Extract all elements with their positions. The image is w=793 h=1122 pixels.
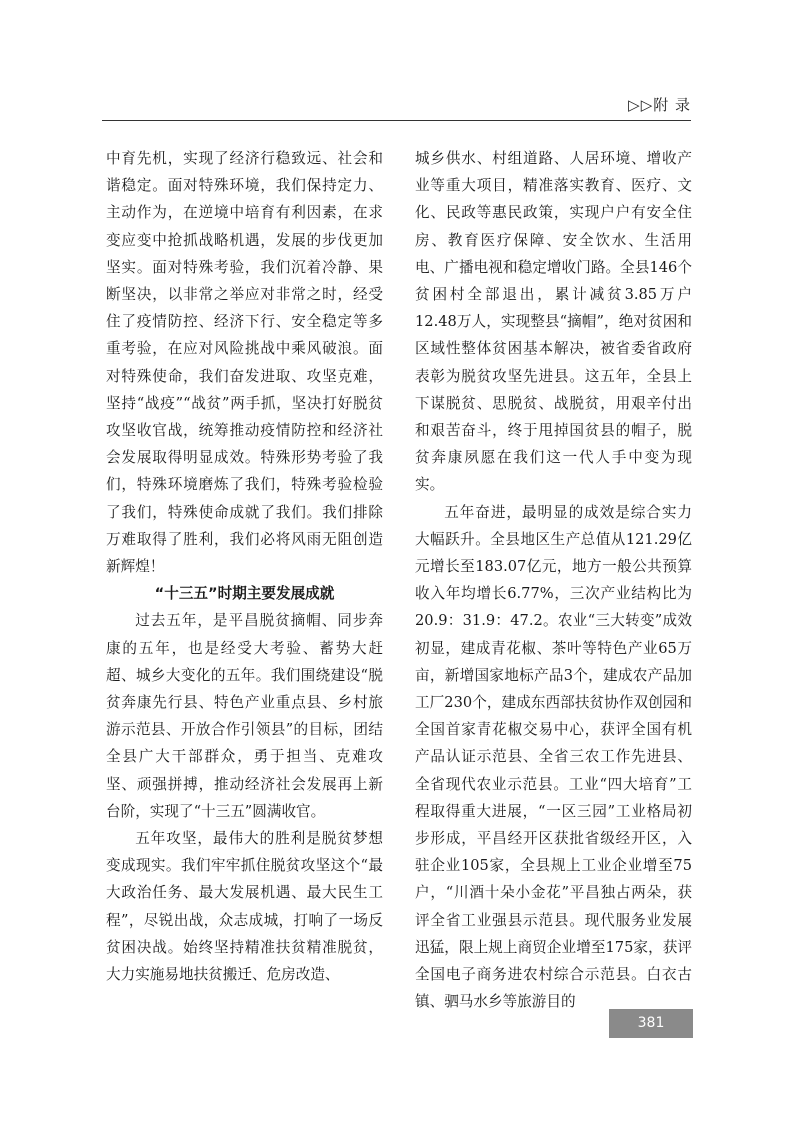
running-header: ▷▷附 录 xyxy=(628,96,691,114)
paragraph: 过去五年，是平昌脱贫摘帽、同步奔康的五年，也是经受大考验、蓄势大赶超、城乡大变化的五年。我们围绕建设“脱贫奔康先行县、特色产业重点县、乡村旅游示范县、开放合作引领县”的目标，团结全县广大干部群众，勇于担当、克难攻坚、顽强拼搏，推动经济社会发展再上新台阶，实现了“十三五”圆满收官。 xyxy=(106,612,383,820)
header-divider xyxy=(102,120,691,121)
left-column xyxy=(106,145,383,988)
right-column xyxy=(415,145,692,1016)
section-heading: “十三五”时期主要发展成就 xyxy=(154,585,335,603)
paragraph: 中育先机，实现了经济行稳致远、社会和谐稳定。面对特殊环境，我们保持定力、主动作为，在逆境中培育有利因素，在求变应变中抢抓战略机遇，发展的步伐更加坚实。面对特殊考验，我们沉着冷静、果断坚决，以非常之举应对非常之时，经受住了疫情防控、经济下行、安全稳定等多重考验，在应对风险挑战中乘风破浪。面对特殊使命，我们奋发进取、攻坚克难，坚持“战疫”“战贫”两手抓，坚决打好脱贫攻坚收官战，统筹推动疫情防控和经济社会发展取得明显成效。特殊形势考验了我们，特殊环境磨炼了我们，特殊考验检验了我们，特殊使命成就了我们。我们排除万难取得了胜利，我们必将风雨无阻创造新辉煌！ xyxy=(106,150,383,576)
paragraph: 五年奋进，最明显的成效是综合实力大幅跃升。全县地区生产总值从121.29亿元增长至183.07亿元，地方一般公共预算收入年均增长6.77%，三次产业结构比为20.9：31.9：47.2。农业“三大转变”成效初显，建成青花椒、茶叶等特色产业65万亩，新增国家地标产品3个，建成农产品加工厂230个，建成东西部扶贫协作双创园和全国首家青花椒交易中心，获评全国有机产品认证示范县、全省三农工作先进县、全省现代农业示范县。工业“四大培育”工程取得重大进展，“一区三园”工业格局初步形成，平昌经开区获批省级经开区，入驻企业105家，全县规上工业企业增至75户，“川酒十朵小金花”平昌独占两朵，获评全省工业强县示范县。现代服务业发展迅猛，限上规上商贸企业增至175家，获评全国电子商务进农村综合示范县。白衣古镇、驷马水乡等旅游目的 xyxy=(415,503,692,1011)
paragraph: 五年攻坚，最伟大的胜利是脱贫梦想变成现实。我们牢牢抓住脱贫攻坚这个“最大政治任务、最大发展机遇、最大民生工程”，尽锐出战，众志成城，打响了一场反贫困决战。始终坚持精准扶贫精准脱贫，大力实施易地扶贫搬迁、危房改造、 xyxy=(106,830,383,984)
paragraph: 城乡供水、村组道路、人居环境、增收产业等重大项目，精准落实教育、医疗、文化、民政等惠民政策，实现户户有安全住房、教育医疗保障、安全饮水、生活用电、广播电视和稳定增收门路。全县146个贫困村全部退出，累计减贫3.85万户12.48万人，实现整县“摘帽”，绝对贫困和区域性整体贫困基本解决，被省委省政府表彰为脱贫攻坚先进县。这五年，全县上下谋脱贫、思脱贫、战脱贫，用艰辛付出和艰苦奋斗，终于甩掉国贫县的帽子，脱贫奔康夙愿在我们这一代人手中变为现实。 xyxy=(415,150,692,494)
page-number: 381 xyxy=(609,1009,693,1038)
